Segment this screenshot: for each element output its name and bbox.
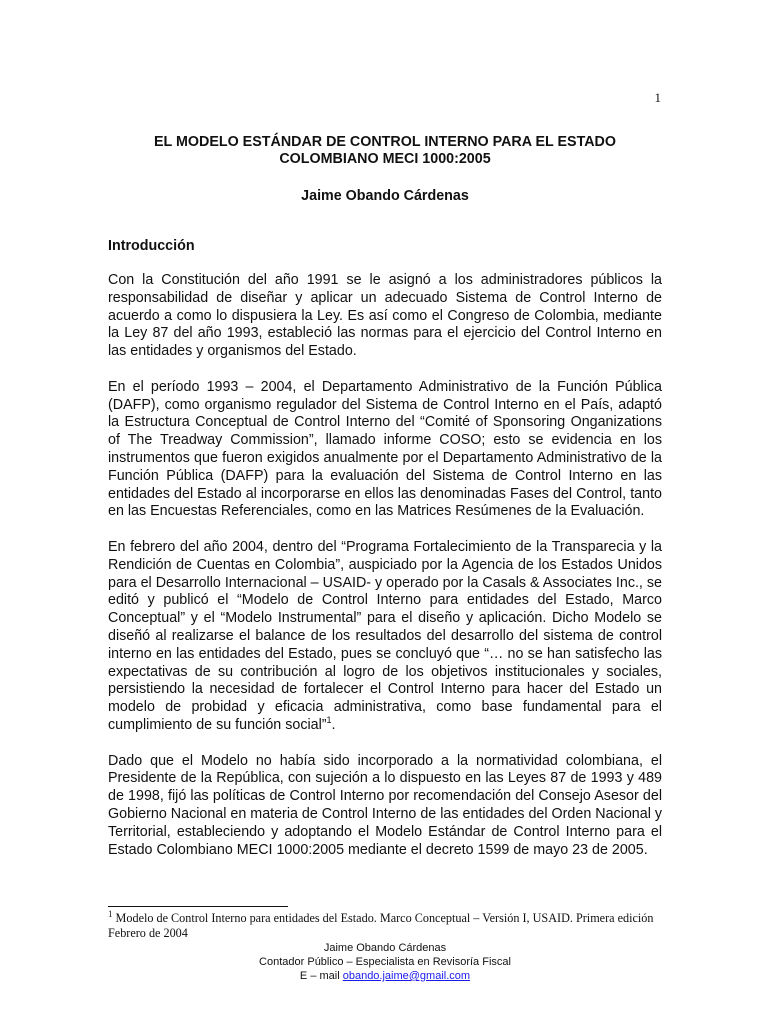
page-footer (108, 941, 662, 983)
paragraph-3-end: . (331, 716, 336, 733)
paragraph-3-text: En febrero del año 2004, dentro del “Programa Fortalecimiento de la Transparecia y la Rendición de Cuentas en Colombia”, auspiciado por la Agencia de los Estados Unidos para el Desarrollo Internacional – USAID- y operado por la Casals & Associates Inc., se editó y publicó el “Modelo de Control Interno para entidades del Estado, Marco Conceptual” y el “Modelo Instrumental” para el diseño y aplicación. Dicho Modelo se diseñó al realizarse el balance de los resultados del desarrollo del sistema de control interno en las entidades del Estado, pues se concluyó que “… no se han satisfecho las expectativas de su contribución al logro de los objetivos institucionales y sociales, persistiendo la necesidad de fortalecer el Control Interno para hacer del Estado un modelo de probidad y eficacia administrativa, como base fundamental para el cumplimiento de su función social” (108, 538, 662, 733)
author-name: Jaime Obando Cárdenas (301, 188, 469, 204)
footer-email-line (108, 969, 662, 983)
paragraph-1: Con la Constitución del año 1991 se le asignó a los administradores públicos la responsabilidad de diseñar y aplicar un adecuado Sistema de Control Interno de acuerdo a como lo dispusiera la Ley. Es así como el Congreso de Colombia, mediante la Ley 87 del año 1993, estableció las normas para el ejercicio del Control Interno en las entidades y organismos del Estado. (108, 272, 662, 360)
title-line-2: COLOMBIANO MECI 1000:2005 (279, 151, 491, 167)
title-line-1: EL MODELO ESTÁNDAR DE CONTROL INTERNO PARA EL ESTADO (153, 134, 617, 150)
footnote-divider (108, 906, 288, 907)
page-number: 1 (654, 90, 661, 105)
document-title (108, 134, 662, 168)
body-text (108, 272, 662, 877)
footnote-marker: 1 (108, 908, 113, 919)
footnote (108, 908, 662, 941)
paragraph-3 (108, 539, 662, 735)
footer-name: Jaime Obando Cárdenas (323, 942, 447, 954)
footnote-text: Modelo de Control Interno para entidades del Estado. Marco Conceptual – Versión I, USAID. Primera edición Febrero de 2004 (108, 911, 654, 940)
section-heading: Introducción (108, 238, 195, 254)
footer-email-label: E – mail (299, 970, 343, 982)
paragraph-2: En el período 1993 – 2004, el Departamento Administrativo de la Función Pública (DAFP), como organismo regulador del Sistema de Control Interno en el País, adaptó la Estructura Conceptual de Control Interno del “Comité of Sponsoring Onganizations of The Treadway Commission”, llamado informe COSO; esto se evidencia en los instrumentos que fueron exigidos anualmente por el Departamento Administrativo de la Función Pública (DAFP) para la evaluación del Sistema de Control Interno en las entidades del Estado al incorporarse en ellos las denominadas Fases del Control, tanto en las Encuestas Referenciales, como en las Matrices Resúmenes de la Evaluación. (108, 378, 662, 520)
footer-role: Contador Público – Especialista en Revisoría Fiscal (259, 956, 511, 968)
paragraph-4: Dado que el Modelo no había sido incorporado a la normatividad colombiana, el Presidente de la República, con sujeción a lo dispuesto en las Leyes 87 de 1993 y 489 de 1998, fijó las políticas de Control Interno por recomendación del Consejo Asesor del Gobierno Nacional en materia de Control Interno de las entidades del Orden Nacional y Territorial, estableciendo y adoptando el Modelo Estándar de Control Interno para el Estado Colombiano MECI 1000:2005 mediante el decreto 1599 de mayo 23 de 2005. (108, 752, 662, 858)
footnote-reference[interactable]: 1 (326, 715, 332, 726)
email-link[interactable]: obando.jaime@gmail.com (342, 970, 471, 982)
